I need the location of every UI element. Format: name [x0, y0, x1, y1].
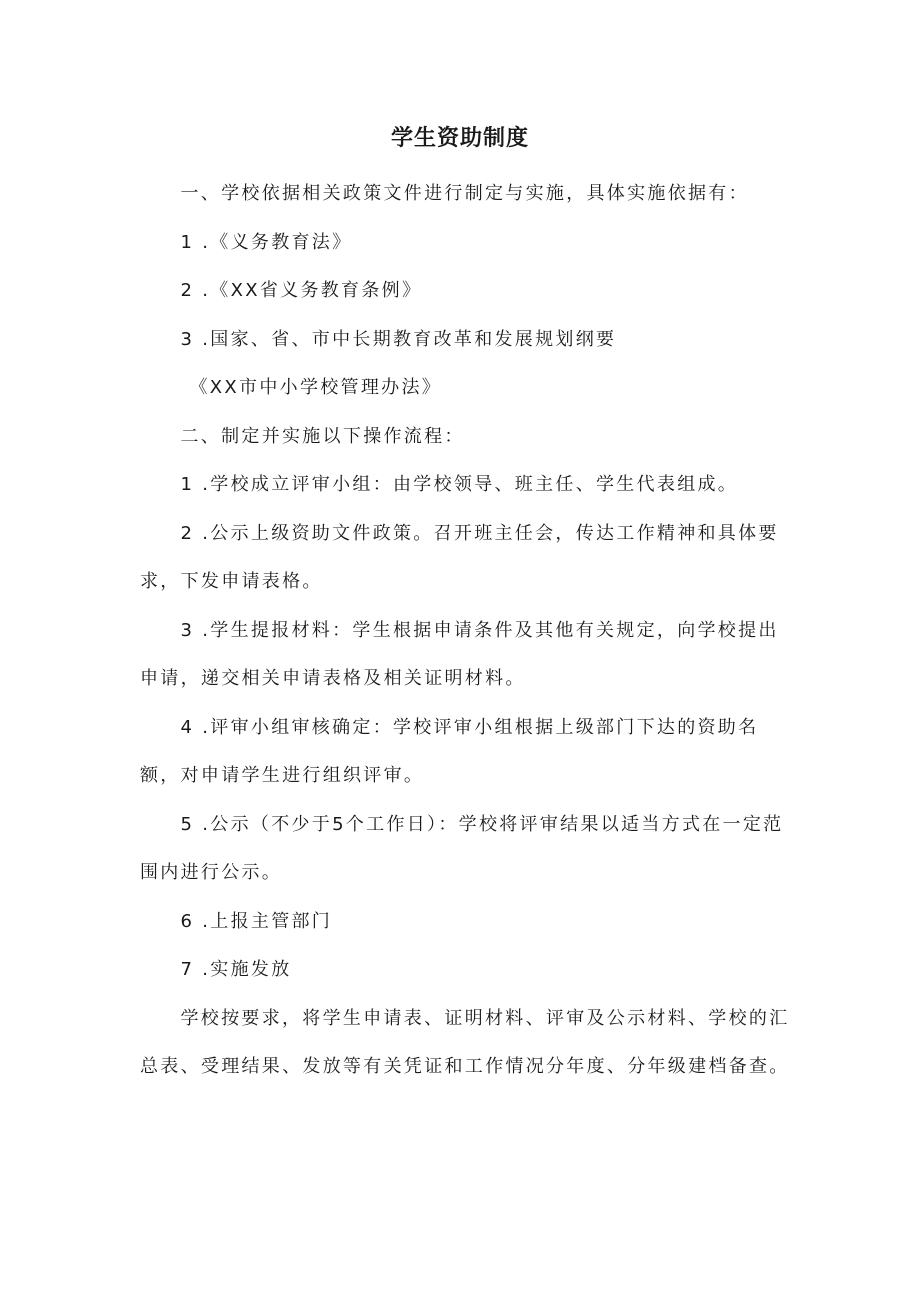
process-step-6: 6 .上报主管部门 — [180, 910, 333, 932]
document-title: 学生资助制度 — [390, 126, 529, 151]
process-step-3: 3 .学生提报材料：学生根据申请条件及其他有关规定，向学校提出申请，递交相关申请表格及相关证明材料。 — [140, 619, 779, 689]
process-step-5: 5 .公示（不少于5个工作日）：学校将评审结果以适当方式在一定范围内进行公示。 — [140, 813, 784, 883]
archiving-paragraph: 学校按要求，将学生申请表、证明材料、评审及公示材料、学校的汇总表、受理结果、发放等有关凭证和工作情况分年度、分年级建档备查。 — [140, 1007, 790, 1077]
process-step-2: 2 .公示上级资助文件政策。召开班主任会，传达工作精神和具体要求，下发申请表格。 — [140, 522, 779, 592]
process-step-7: 7 .实施发放 — [180, 959, 292, 980]
process-step-4: 4 .评审小组审核确定：学校评审小组根据上级部门下达的资助名额，对申请学生进行组织评审。 — [140, 716, 759, 786]
process-step-1: 1 .学校成立评审小组：由学校领导、班主任、学生代表组成。 — [180, 474, 739, 495]
basis-item-3-continuation: 《XX市中小学校管理办法》 — [189, 377, 443, 398]
section-heading-process: 二、制定并实施以下操作流程： — [180, 425, 465, 447]
document-body — [140, 170, 790, 1092]
basis-item-3: 3 .国家、省、市中长期教育改革和发展规划纲要 — [180, 328, 617, 350]
basis-item-2: 2 .《XX省义务教育条例》 — [180, 280, 423, 301]
section-heading-basis: 一、学校依据相关政策文件进行制定与实施，具体实施依据有： — [180, 183, 749, 204]
basis-item-1: 1 .《义务教育法》 — [180, 231, 353, 253]
